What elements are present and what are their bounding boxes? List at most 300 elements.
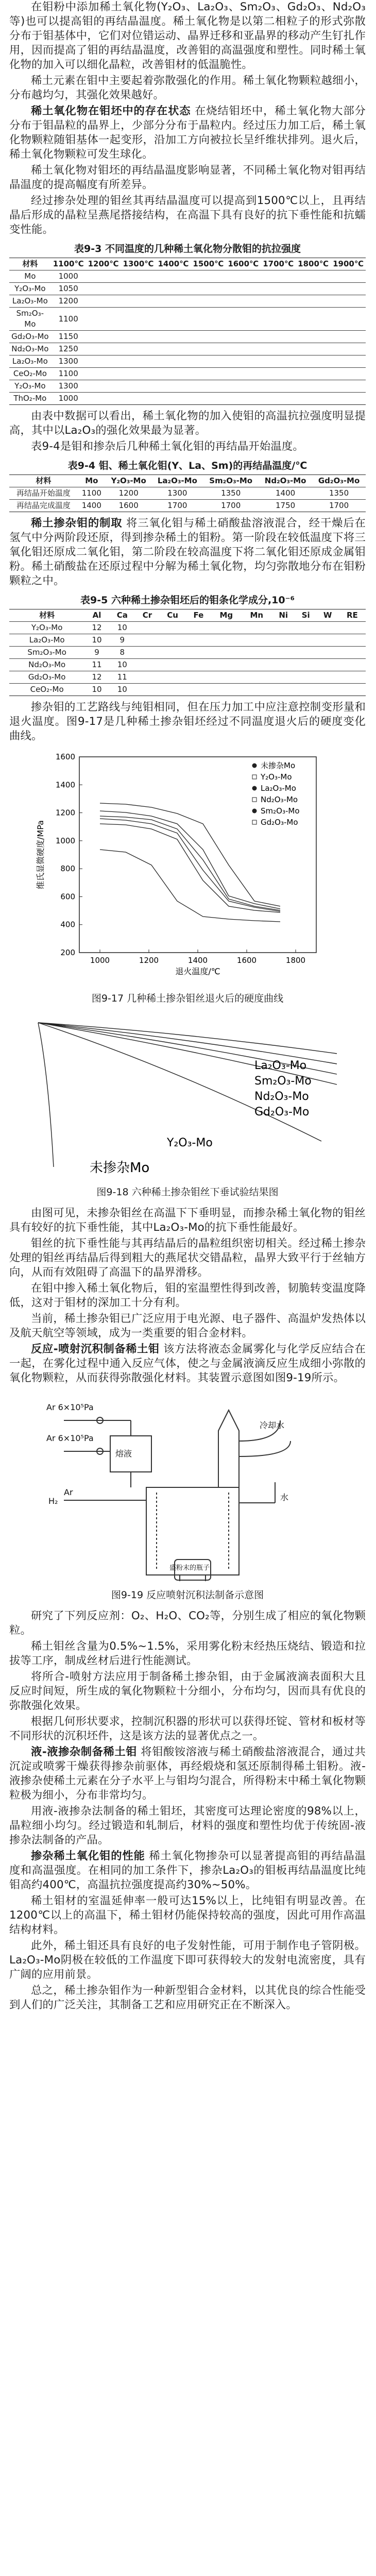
table-header-cell: La₂O₃-Mo [151,475,203,487]
table-row [9,500,366,512]
legend-label: Sm₂O₃-Mo [261,806,300,816]
table-cell [296,283,331,295]
table-cell: 1350 [203,487,259,500]
table-cell [135,647,159,659]
section-heading: 反应-喷射沉积制备稀土钼 [31,1343,160,1355]
composition-table [9,609,366,696]
table-cell [121,380,156,393]
table-cell [121,331,156,343]
y-tick-label: 800 [60,864,75,874]
legend-label: Nd₂O₃-Mo [261,795,298,804]
table-cell [242,622,272,634]
table-cell [156,331,191,343]
table-header-cell: 1700℃ [261,258,296,270]
table-header-cell: Ni [272,609,295,622]
table-cell: 1150 [51,331,86,343]
table-cell [296,393,331,405]
table-cell: 1700 [151,500,203,512]
paragraph-3: 经过掺杂处理的钼丝其再结晶温度可以提高到1500℃以上，且再结晶后形成的晶粒呈燕尾搭接结构，在高温下具有良好的抗下垂性能和抗蠕变性能。 [9,194,366,236]
water-label: 水 [280,1493,289,1502]
table-cell [86,355,121,368]
sag-curve-6 [38,1023,54,1167]
table-cell: ThO₂-Mo [9,393,51,405]
legend-label: La₂O₃-Mo [261,784,296,793]
table-cell: 10 [109,622,135,634]
table-header-cell: Nd₂O₃-Mo [259,475,312,487]
table-cell [226,380,261,393]
table-cell [242,671,272,684]
table-cell: 1300 [51,355,86,368]
table-cell [295,671,317,684]
y-axis-label: 维氏显微硬度/MPa [36,820,45,889]
y-tick-label: 1000 [55,836,75,845]
table-cell [331,355,366,368]
table-cell [331,308,366,331]
table-cell [159,622,186,634]
bottle-label: 盛粉末的瓶子 [169,1564,210,1572]
section-heading: 稀土氧化物在钼坯中的存在状态 [31,105,191,117]
table-header-cell: Ca [109,609,135,622]
table-header-cell: 1400℃ [156,258,191,270]
paragraph-text: 将钼酸铵溶液与稀土硝酸盐溶液混合，通过共沉淀或喷雾干燥获得掺杂前驱体，再经煅烧和氢还原制得稀土钼粉。液-液掺杂使稀土元素在分子水平上与钼均匀混合，所得粉末中稀土氧化物颗粒极为细小，分布非常均匀。 [9,1745,366,1802]
table-cell: Gd₂O₃-Mo [9,331,51,343]
table-row [9,368,366,380]
table-cell: 10 [109,684,135,696]
y-tick-label: 600 [60,892,75,902]
table-cell [191,355,226,368]
table-row [9,295,366,308]
table-cell [261,343,296,355]
x-axis-label: 退火温度/℃ [175,967,220,976]
table-cell [156,295,191,308]
table-cell [272,634,295,647]
table-cell: 1700 [203,500,259,512]
table-cell [339,684,366,696]
table-cell: 1100 [51,368,86,380]
table-cell: 1400 [259,487,312,500]
table-cell: CeO₂-Mo [9,368,51,380]
series-line-3 [100,803,280,906]
table-cell [339,647,366,659]
table-cell [317,659,339,671]
y-tick-label: 200 [60,948,75,957]
table-header-cell: RE [339,609,366,622]
table-cell [272,684,295,696]
table-caption: 表9-4 钼、稀土氧化钼(Y、La、Sm)的再结晶温度/℃ [67,460,307,471]
paragraph-8: 由图可见，未掺杂钼丝在高温下下垂明显，而掺杂稀土氧化物的钼丝具有较好的抗下垂性能，其中La₂O₃-Mo的抗下垂性能最好。 [9,1207,366,1234]
curve-label: Sm₂O₃-Mo [254,1075,312,1088]
table-cell [261,283,296,295]
table-cell [261,295,296,308]
table-header-cell: Y₂O₃-Mo [106,475,152,487]
table-cell [191,343,226,355]
figure-apparatus [43,1389,332,1585]
strength-table [9,258,366,405]
table-cell [317,634,339,647]
table-cell: 1300 [51,380,86,393]
table-cell [339,659,366,671]
table-cell [242,647,272,659]
table-cell [331,331,366,343]
table-header-cell: Mg [211,609,242,622]
table-cell [156,283,191,295]
table-cell [261,270,296,283]
table-cell: 9 [84,647,109,659]
table-cell [86,270,121,283]
table-cell [261,308,296,331]
paragraph-9: 钼丝的抗下垂性能与其再结晶后的晶粒组织密切相关。经过稀土掺杂处理的钼丝再结晶后得到粗大的燕尾状交错晶粒，晶界大致平行于丝轴方向，从而有效阻碍了高温下的晶界滑移。 [9,1237,366,1279]
paragraph-10: 在钼中掺入稀土氧化物后，钼的室温塑性得到改善，韧脆转变温度降低，这对于钼材的深加工十分有利。 [9,1282,366,1309]
table-cell [211,671,242,684]
table-header-cell: Cr [135,609,159,622]
table-header-cell: W [317,609,339,622]
table-cell [226,393,261,405]
table-cell [296,295,331,308]
table-cell: 11 [84,659,109,671]
table-cell: Sm₂O₃-Mo [9,308,51,331]
legend-marker [252,775,257,779]
paragraph-4: 由表中数据可以看出，稀土氧化物的加入使钼的高温抗拉强度明显提高，其中以La₂O₃的强化效果最为显著。 [9,410,366,437]
table-row [9,308,366,331]
table-cell: CeO₂-Mo [9,684,84,696]
table-cell: 10 [84,684,109,696]
table-cell: 1100 [78,487,106,500]
table-cell [272,647,295,659]
table-header-cell: 1300℃ [121,258,156,270]
table-row [9,487,366,500]
table-cell [226,295,261,308]
table-cell: 10 [84,634,109,647]
table-row [9,283,366,295]
figure-caption: 图9-18 六种稀土掺杂钼丝下垂试验结果图 [96,1187,279,1198]
table-cell: Nd₂O₃-Mo [9,659,84,671]
table-header-cell: Mn [242,609,272,622]
legend-marker [252,809,257,813]
table-header-cell: Al [84,609,109,622]
table-cell [295,659,317,671]
table-cell: 11 [109,671,135,684]
x-tick-label: 1000 [90,956,110,965]
y-tick-label: 1200 [55,808,75,818]
figure-caption: 图9-19 反应喷射沉积法制备示意图 [111,1589,264,1601]
table-cell [135,659,159,671]
table-cell [331,295,366,308]
table-cell [156,380,191,393]
table-cell [86,331,121,343]
table-cell [159,647,186,659]
table-cell: 1350 [312,487,366,500]
table-cell [121,295,156,308]
table-header-cell: 材料 [9,258,51,270]
table-row [9,647,366,659]
table-cell [156,355,191,368]
paragraph-13: 研究了下列反应剂：O₂、H₂O、CO₂等，分别生成了相应的氧化物颗粒。 [9,1609,366,1637]
table-cell [226,368,261,380]
table-header-cell: Gd₂O₃-Mo [312,475,366,487]
table-header-cell: Fe [186,609,211,622]
table-cell [135,684,159,696]
table-cell: 再结晶完成温度 [9,500,78,512]
figure-caption: 图9-17 几种稀土掺杂钼丝退火后的硬度曲线 [91,993,284,1004]
section-heading: 掺杂稀土氧化钼的性能 [31,1850,145,1862]
table-cell [159,671,186,684]
paragraph-1 [9,104,366,162]
table-cell [296,355,331,368]
spray-chamber [146,1487,239,1575]
paragraph-14: 稀土钼丝含量为0.5%~1.5%，采用雾化粉末经热压烧结、锻造和拉拔等工序，制成丝材后进行性能测试。 [9,1640,366,1667]
x-tick-label: 1600 [236,956,257,965]
y-tick-label: 1600 [55,752,75,761]
y-tick-label: 400 [60,920,75,929]
y-tick-label: 1400 [55,780,75,790]
table-cell [191,308,226,331]
table-cell [295,622,317,634]
table-cell [86,283,121,295]
table-cell [296,270,331,283]
table-cell [121,368,156,380]
table-header-cell: Cu [159,609,186,622]
paragraph-22: 总之，稀土掺杂钼作为一种新型钼合金材料，以其优良的综合性能受到人们的广泛关注，其制备工艺和应用研究正在不断深入。 [9,1984,366,2011]
curve-label: Nd₂O₃-Mo [254,1090,309,1103]
legend-marker [252,786,257,790]
sag-figure-svg [33,1012,342,1182]
x-tick-label: 1800 [285,956,306,965]
table-cell [211,647,242,659]
table-cell [191,380,226,393]
spray-chamber-top [146,1410,239,1487]
table-header-cell: 1800℃ [296,258,331,270]
table-cell: Y₂O₃-Mo [9,283,51,295]
table-caption: 表9-5 六种稀土掺杂钼坯后的钼条化学成分,10⁻⁶ [80,595,295,606]
paragraph-text: 该方法将液态金属雾化与化学反应结合在一起，在雾化过程中通入反应气体，使之与金属液滴反应生成细小弥散的氧化物颗粒，从而获得弥散强化材料。其装置示意图如图9-19所示。 [9,1343,366,1384]
table-cell [296,331,331,343]
ar-label: Ar [64,1487,73,1497]
table-header-cell: 1200℃ [86,258,121,270]
legend-marker [252,798,257,802]
paragraph-text: 稀土氧化物掺杂可以显著提高钼的再结晶温度和高温强度。在相同的加工条件下，掺杂La₂O₃的钼板再结晶温度比纯钼高约400℃，高温抗拉强度提高约30%~50%。 [9,1850,366,1891]
x-tick-label: 1200 [139,956,159,965]
table-cell: 1400 [78,500,106,512]
section-heading: 稀土掺杂钼的制取 [31,517,123,530]
table-cell: 1250 [51,343,86,355]
table-header-cell: Mo [78,475,106,487]
table-header-cell: 1600℃ [226,258,261,270]
table-cell [86,380,121,393]
table-cell: Nd₂O₃-Mo [9,343,51,355]
paragraph-6 [9,516,366,588]
paragraph-5: 表9-4是钼和掺杂后几种稀土氧化钼的再结晶开始温度。 [31,440,304,453]
table-cell [261,393,296,405]
curve-label: 未掺杂Mo [90,1160,150,1176]
paragraph-text: 将三氧化钼与稀土硝酸盐溶液混合，经干燥后在氢气中分两阶段还原，得到掺杂稀土的钼粉。第一阶段在较低温度下将三氧化钼还原成二氧化钼，第二阶段在较高温度下将二氧化钼还原成金属钼粉。稀土硝酸盐在还原过程中分解为稀土氧化物，均匀弥散地分布在钼粉颗粒之中。 [9,517,366,587]
x-tick-label: 1400 [187,956,208,965]
table-cell [295,684,317,696]
legend-marker [252,764,257,768]
paragraph-7: 掺杂钼的工艺路线与纯钼相同，但在压力加工中应注意控制变形量和退火温度。图9-17是几种稀土掺杂钼坯经过不同温度退火后的硬度变化曲线。 [9,701,366,742]
table-cell: 再结晶开始温度 [9,487,78,500]
table-cell: 1000 [51,270,86,283]
intro-paragraph-2: 稀土元素在钼中主要起着弥散强化的作用。稀土氧化物颗粒越细小，分布越均匀，其强化效果越好。 [9,74,366,101]
table-cell: Gd₂O₃-Mo [9,671,84,684]
table-cell [191,331,226,343]
table-row [9,355,366,368]
curve-label: La₂O₃-Mo [254,1059,307,1072]
table-cell: 9 [109,634,135,647]
table-cell [317,647,339,659]
table-cell [191,283,226,295]
table-cell [226,355,261,368]
table-cell [295,647,317,659]
section-heading: 液-液掺杂制备稀土钼 [31,1745,138,1758]
paragraph-text: 在烧结钼坯中，稀土氧化物大部分分布于钼晶粒的晶界上，少部分分布于晶粒内。经过压力加工后，稀土氧化物颗粒随钼基体一起变形，沿加工方向被拉长呈纤维状排列。退火后，稀土氧化物颗粒可发生球化。 [9,105,366,161]
table-cell [296,368,331,380]
table-cell [226,331,261,343]
table-cell [186,647,211,659]
apparatus-diagram-svg [43,1389,332,1585]
legend-label: 未掺杂Mo [261,761,296,770]
table-header-cell: 材料 [9,609,84,622]
h2-label: H₂ [48,1496,58,1506]
paragraph-19 [9,1849,366,1892]
table-cell [317,671,339,684]
table-cell: 10 [109,659,135,671]
ar-high-label: Ar 6×10⁵Pa [46,1402,94,1412]
table-cell: La₂O₃-Mo [9,295,51,308]
curve-label: Y₂O₃-Mo [167,1137,213,1149]
table-cell [226,343,261,355]
table-cell: La₂O₃-Mo [9,355,51,368]
paragraph-2: 稀土氧化物对钼坯的再结晶温度影响显著，不同稀土氧化物对钼再结晶温度的提高幅度有所差异。 [9,164,366,191]
table-cell [86,368,121,380]
paragraph-12 [9,1342,366,1385]
legend-label: Y₂O₃-Mo [261,772,292,782]
table-cell: 1200 [51,295,86,308]
table-cell: La₂O₃-Mo [9,634,84,647]
table-cell [226,308,261,331]
table-cell [156,393,191,405]
table-cell [226,283,261,295]
table-cell: 1600 [106,500,152,512]
table-cell [186,684,211,696]
table-cell: 12 [84,622,109,634]
table-cell [261,368,296,380]
table-cell [272,622,295,634]
table-cell [121,343,156,355]
table-cell [272,659,295,671]
legend-label: Gd₂O₃-Mo [261,818,298,827]
table-cell [191,295,226,308]
table-cell [261,355,296,368]
table-cell [186,659,211,671]
table-cell [331,270,366,283]
table-cell [339,671,366,684]
table-cell [211,659,242,671]
cooling-water-label: 冷却水 [260,1420,285,1430]
table-cell [296,380,331,393]
table-row [9,380,366,393]
table-cell [156,343,191,355]
table-cell [121,355,156,368]
table-cell [242,634,272,647]
paragraph-11: 当前，稀土掺杂钼已广泛应用于电光源、电子器件、高温炉发热体以及航天航空等领域，成为一类重要的钼合金材料。 [9,1312,366,1340]
document-page [9,0,366,2014]
figure-hardness [33,747,342,989]
table-cell [331,380,366,393]
table-row [9,684,366,696]
table-cell: 12 [84,671,109,684]
table-cell [331,393,366,405]
table-cell [211,622,242,634]
table-row [9,393,366,405]
paragraph-21: 此外，稀土钼还具有良好的电子发射性能，可用于制作电子管阴极。La₂O₃-Mo阴极在较低的工作温度下即可获得较大的发射电流密度，具有广阔的应用前景。 [9,1939,366,1981]
table-cell: 1050 [51,283,86,295]
table-cell: 1000 [51,393,86,405]
table-cell [135,671,159,684]
table-header-cell: 1900℃ [331,258,366,270]
legend-marker [252,820,257,824]
recrystallization-table [9,474,366,512]
table-cell [121,308,156,331]
table-cell: Mo [9,270,51,283]
table-cell [159,634,186,647]
table-cell [186,634,211,647]
table-cell [86,308,121,331]
table-cell [191,270,226,283]
table-caption: 表9-3 不同温度的几种稀土氧化物分散钼的抗拉强度 [74,243,301,255]
table-cell [296,308,331,331]
ar-low-label: Ar 6×10⁵Pa [46,1433,94,1443]
table-row [9,671,366,684]
table-cell [261,331,296,343]
table-cell [86,343,121,355]
paragraph-20: 稀土钼材的室温延伸率一般可达15%以上，比纯钼有明显改善。在1200℃以上的高温下，稀土钼材仍能保持较高的强度，因此可用作高温结构材料。 [9,1894,366,1936]
figure-sag [33,1012,342,1182]
table-row [9,270,366,283]
table-cell [121,270,156,283]
table-cell [317,684,339,696]
table-cell [211,634,242,647]
table-cell [121,283,156,295]
table-header-cell: 1500℃ [191,258,226,270]
table-cell [121,393,156,405]
intro-paragraph-1: 在钼粉中添加稀土氧化物(Y₂O₃、La₂O₃、Sm₂O₃、Gd₂O₃、Nd₂O₃等)也可以提高钼的再结晶温度。稀土氧化物是以第二相粒子的形式弥散分布于钼基体中，它们对位错运动、晶界迁移和亚晶界的移动产生钉扎作用，因而提高了钼的再结晶温度，改善钼的高温强度和塑性。同时稀土氧化物的加入可以细化晶粒，改善钼材的低温脆性。 [9,1,366,71]
curve-label: Gd₂O₃-Mo [254,1106,310,1118]
table-cell [272,671,295,684]
table-cell [191,393,226,405]
table-row [9,659,366,671]
table-cell [211,684,242,696]
table-cell [331,368,366,380]
table-cell: 1300 [151,487,203,500]
table-cell [317,622,339,634]
table-cell [191,368,226,380]
table-cell: 1100 [51,308,86,331]
table-cell [331,343,366,355]
table-cell: Y₂O₃-Mo [9,622,84,634]
table-cell [339,622,366,634]
table-cell [339,634,366,647]
table-cell [242,684,272,696]
table-row [9,343,366,355]
paragraph-17 [9,1745,366,1803]
table-cell [159,659,186,671]
series-line-6 [100,819,280,911]
table-cell: 1700 [312,500,366,512]
table-cell: 8 [109,647,135,659]
table-row [9,634,366,647]
table-cell [331,283,366,295]
table-cell [295,634,317,647]
